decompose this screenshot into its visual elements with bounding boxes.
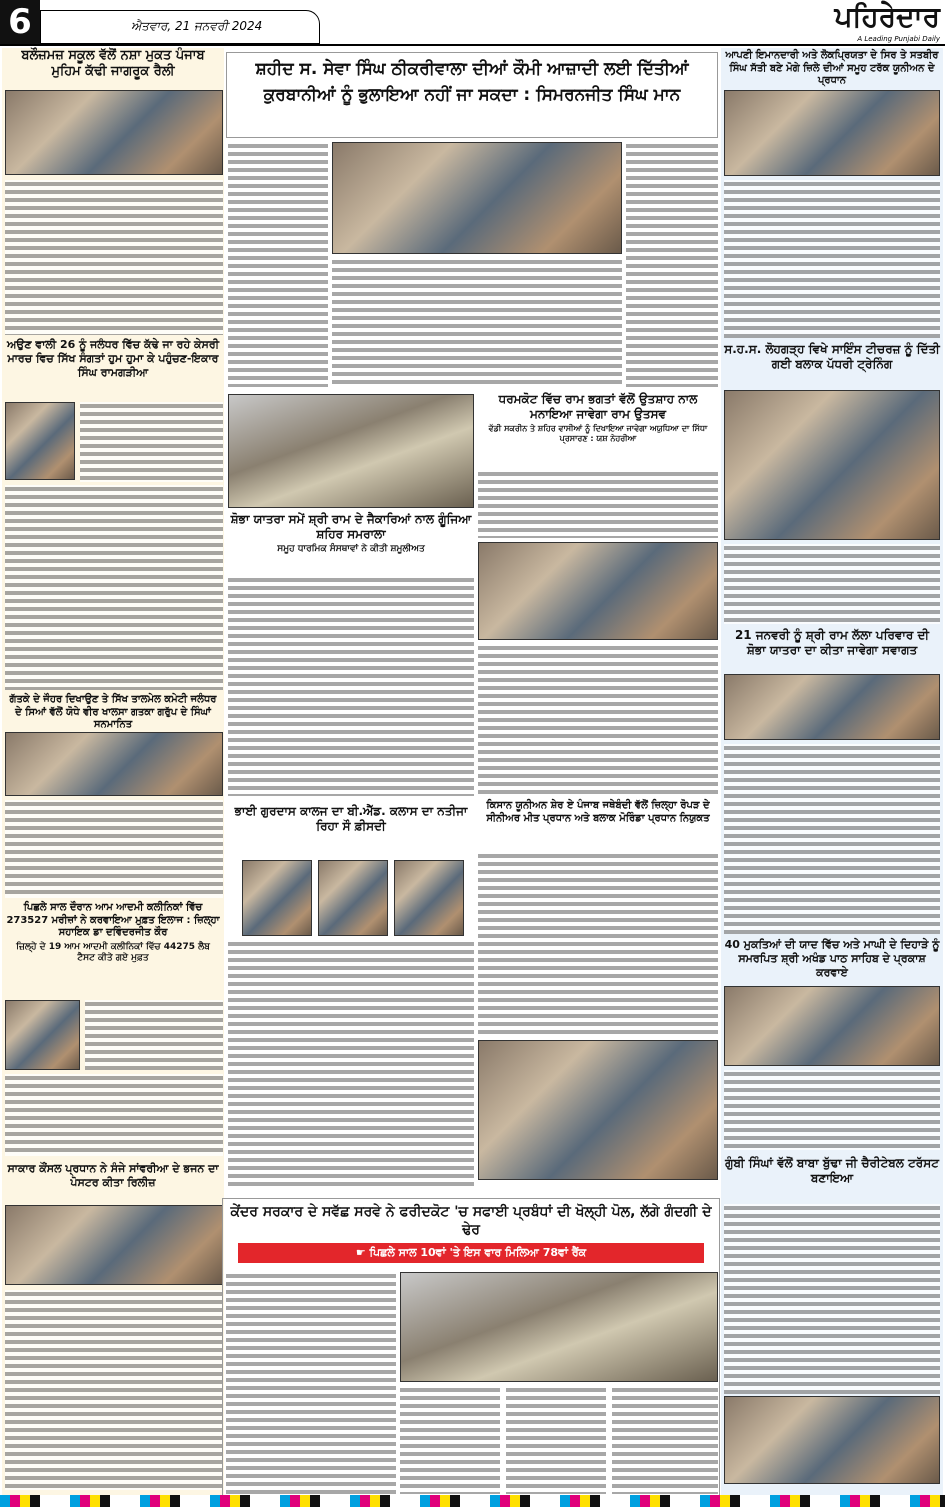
article-body bbox=[506, 1386, 606, 1494]
headline-kesri-march: ਅਉਣ ਵਾਲੀ 26 ਨੂੰ ਜਲੰਧਰ ਵਿੱਚ ਕੱਢੇ ਜਾ ਰਹੇ ਕੇਸਰੀ ਮਾਰਚ ਵਿਚ ਸਿੱਖ ਸੰਗਤਾਂ ਹੁਮ ਹੁਮਾ ਕੇ ਪਹੁੰਚਣ-ਇਕਾਰ ਸਿੰਘ ਰਾਮਗੜੀਆ bbox=[6, 338, 220, 379]
photo-procession bbox=[228, 394, 474, 508]
article-body bbox=[80, 402, 223, 482]
photo-garbage-cattle bbox=[400, 1272, 718, 1382]
headline-bhajan-poster: ਸਾਕਾਰ ਕੌਂਸਲ ਪ੍ਰਧਾਨ ਨੇ ਸੰਜੇ ਸਾਂਵਰੀਆ ਦੇ ਭਜਨ ਦਾ ਪੋਸਟਰ ਕੀਤਾ ਰਿਲੀਜ਼ bbox=[7, 1162, 219, 1189]
article-body bbox=[5, 1290, 223, 1490]
article-body bbox=[226, 1272, 396, 1494]
headline-samrala: ਸ਼ੋਭਾ ਯਾਤਰਾ ਸਮੇਂ ਸ਼੍ਰੀ ਰਾਮ ਦੇ ਜੈਕਾਰਿਆਂ ਨਾਲ ਗੂੰਜਿਆ ਸ਼ਹਿਰ ਸਮਰਾਲਾ bbox=[230, 512, 472, 541]
headline-gatka: ਗੱਤਕੇ ਦੇ ਜੌਹਰ ਦਿਖਾਉਣ ਤੇ ਸਿੱਖ ਤਾਲਮੇਲ ਕਮੇਟੀ ਜਲੰਧਰ ਦੇ ਸਿਆਂ ਵੱਲੋਂ ਯੋਧੇ ਵੀਰ ਖਾਲਸਾ ਗਤਕਾ ਗਰੁੱਪ ਦੇ ਸਿੰਘਾਂ ਸਨਮਾਨਿਤ bbox=[9, 694, 217, 730]
photo-student-3 bbox=[394, 860, 464, 936]
subheadline-samrala: ਸਮੂਹ ਧਾਰਮਿਕ ਸੰਸਥਾਵਾਂ ਨੇ ਕੀਤੀ ਸ਼ਮੂਲੀਅਤ bbox=[277, 544, 425, 554]
article-body bbox=[724, 1204, 940, 1394]
headline-bed-result: ਭਾਈ ਗੁਰਦਾਸ ਕਾਲਜ ਦਾ ਬੀ.ਐੱਡ. ਕਲਾਸ ਦਾ ਨਤੀਜਾ ਰਿਹਾ ਸੌ ਫ਼ੀਸਦੀ bbox=[234, 804, 468, 833]
bottom-banner: ☛ ਪਿਛਲੇ ਸਾਲ 10ਵਾਂ 'ਤੇ ਇਸ ਵਾਰ ਮਿਲਿਆ 78ਵਾਂ ਰੈਂਕ bbox=[238, 1243, 704, 1263]
subheadline-clinics: ਜ਼ਿਲ੍ਹੇ ਦੇ 19 ਆਮ ਆਦਮੀ ਕਲੀਨਿਕਾਂ ਵਿੱਚ 44275 ਲੈਬ ਟੈਸਟ ਕੀਤੇ ਗਏ ਮੁਫ਼ਤ bbox=[16, 941, 210, 963]
photo-dharamkot bbox=[478, 542, 718, 640]
article-body bbox=[228, 576, 474, 796]
article-body bbox=[85, 1000, 223, 1070]
article-body bbox=[724, 744, 940, 934]
article-body bbox=[724, 1070, 940, 1150]
header-rule bbox=[0, 44, 945, 46]
page-number: 6 bbox=[0, 0, 40, 44]
article-body bbox=[5, 800, 223, 898]
headline-akhand-path: 40 ਮੁਕਤਿਆਂ ਦੀ ਯਾਦ ਵਿੱਚ ਅਤੇ ਮਾਘੀ ਦੇ ਦਿਹਾੜੇ ਨੂੰ ਸਮਰਪਿਤ ਸ਼੍ਰੀ ਅਖੰਡ ਪਾਠ ਸਾਹਿਬ ਦੇ ਪ੍ਰਕਾਸ਼ ਕਰਵਾਏ bbox=[724, 938, 940, 979]
samrala-headline-group bbox=[228, 512, 474, 555]
article-body bbox=[478, 644, 718, 796]
article-body bbox=[332, 258, 622, 388]
article-body bbox=[5, 1074, 223, 1156]
article-body bbox=[228, 940, 474, 1190]
photo-student-1 bbox=[242, 860, 312, 936]
headline-dharamkot: ਧਰਮਕੋਟ ਵਿੱਚ ਰਾਮ ਭਗਤਾਂ ਵੱਲੋਂ ਉਤਸ਼ਾਹ ਨਾਲ ਮਨਾਇਆ ਜਾਵੇਗਾ ਰਾਮ ਉਤਸਵ bbox=[498, 392, 698, 421]
photo-student-2 bbox=[318, 860, 388, 936]
headline-blossoms-rally: ਬਲੌਜ਼ਮਜ਼ ਸਕੂਲ ਵੱਲੋਂ ਨਸ਼ਾ ਮੁਕਤ ਪੰਜਾਬ ਮੁਹਿਮ ਕੱਢੀ ਜਾਗਰੂਕ ਰੈਲੀ bbox=[21, 48, 205, 80]
date-strip: ਐਤਵਾਰ, 21 ਜਨਵਰੀ 2024 bbox=[40, 10, 320, 44]
article-body bbox=[724, 180, 940, 338]
photo-training bbox=[724, 390, 940, 540]
photo-kisan-union bbox=[478, 1040, 718, 1180]
bottom-headline-group bbox=[228, 1204, 714, 1263]
article-body bbox=[612, 1386, 718, 1494]
photo-trust bbox=[724, 1396, 940, 1484]
headline-kisan-union: ਕਿਸਾਨ ਯੂਨੀਅਨ ਸ਼ੇਰ ਏ ਪੰਜਾਬ ਜਥੇਬੰਦੀ ਵੱਲੋਂ ਜ਼ਿਲ੍ਹਾ ਰੋਪੜ ਦੇ ਸੀਨੀਅਰ ਮੀਤ ਪ੍ਰਧਾਨ ਅਤੇ ਬਲਾਕ ਮੋਰਿੰਡਾ ਪ੍ਰਧਾਨ ਨਿਯੁਕਤ bbox=[486, 800, 710, 824]
article-body bbox=[478, 470, 718, 538]
headline-baba-budha-trust: ਗੁੰਬੀ ਸਿੰਘਾਂ ਵੱਲੋਂ ਬਾਬਾ ਬੁੱਢਾ ਜੀ ਚੈਰੀਟੇਬਲ ਟਰੱਸਟ ਬਣਾਇਆ bbox=[725, 1156, 939, 1185]
dharamkot-headline-group bbox=[478, 392, 718, 444]
lead-headline: ਸ਼ਹੀਦ ਸ. ਸੇਵਾ ਸਿੰਘ ਠੀਕਰੀਵਾਲਾ ਦੀਆਂ ਕੌਮੀ ਆਜ਼ਾਦੀ ਲਈ ਦਿੱਤੀਆਂ ਕੁਰਬਾਨੀਆਂ ਨੂੰ ਭੁਲਾਇਆ ਨਹੀਂ ਜਾ ਸਕਦਾ : ਸਿਮਰਨਜੀਤ ਸਿੰਘ ਮਾਨ bbox=[255, 59, 689, 106]
article-body bbox=[478, 852, 718, 1036]
photo-portrait bbox=[5, 402, 75, 480]
photo-rally bbox=[5, 90, 223, 175]
registration-strip bbox=[0, 1495, 945, 1507]
headline-clinics: ਪਿਛਲੇ ਸਾਲ ਦੌਰਾਨ ਆਮ ਆਦਮੀ ਕਲੀਨਿਕਾਂ ਵਿੱਚ 273527 ਮਰੀਜ਼ਾਂ ਨੇ ਕਰਵਾਇਆ ਮੁਫ਼ਤ ਇਲਾਜ : ਜ਼ਿਲ੍ਹਾ ਸਹਾਇਕ ਡਾ ਦਵਿੰਦਰਜੀਤ ਕੌਰ bbox=[6, 902, 220, 938]
article-body bbox=[5, 180, 223, 335]
photo-gatka bbox=[5, 732, 223, 796]
article-body bbox=[228, 142, 328, 387]
subheadline-dharamkot: ਵੱਡੀ ਸਕਰੀਨ ਤੇ ਸ਼ਹਿਰ ਵਾਸੀਆਂ ਨੂੰ ਦਿਖਾਇਆ ਜਾਵੇਗਾ ਅਯੁਧਿਆ ਦਾ ਸਿੱਧਾ ਪ੍ਰਸਾਰਣ : ਯਸ਼ ਨੇਹਰੀਆ bbox=[488, 424, 708, 443]
headline-ram-lalla: 21 ਜਨਵਰੀ ਨੂੰ ਸ਼੍ਰੀ ਰਾਮ ਲੱਲਾ ਪਰਿਵਾਰ ਦੀ ਸ਼ੋਭਾ ਯਾਤਰਾ ਦਾ ਕੀਤਾ ਜਾਵੇਗਾ ਸਵਾਗਤ bbox=[734, 628, 930, 657]
article-body bbox=[724, 544, 940, 624]
headline-truck-union: ਆਪਣੀ ਇਮਾਨਦਾਰੀ ਅਤੇ ਲੋਕਪ੍ਰਿਯਤਾ ਦੇ ਸਿਰ ਤੇ ਸਤਬੀਰ ਸਿੰਘ ਸੱਤੀ ਬਣੇ ਮੋਗੇ ਜ਼ਿਲੇ ਦੀਆਂ ਸਮੂਹ ਟਰੱਕ ਯੂਨੀਅਨ ਦੇ ਪ੍ਰਧਾਨ bbox=[725, 50, 939, 86]
clinics-headline-group bbox=[6, 902, 220, 964]
photo-temple bbox=[724, 674, 940, 740]
headline-science-training: ਸ.ਹ.ਸ. ਲੋਹਗੜ੍ਹ ਵਿਖੇ ਸਾਇੰਸ ਟੀਚਰਜ਼ ਨੂੰ ਦਿੱਤੀ ਗਈ ਬਲਾਕ ਪੱਧਰੀ ਟ੍ਰੇਨਿੰਗ bbox=[724, 342, 940, 371]
photo-truck-union bbox=[724, 90, 940, 176]
photo-mann-stage bbox=[332, 142, 622, 254]
photo-poster-release bbox=[5, 1205, 223, 1285]
article-body bbox=[400, 1386, 500, 1494]
tagline: A Leading Punjabi Daily bbox=[857, 35, 940, 43]
photo-doctor bbox=[5, 1000, 80, 1070]
masthead: ਪਹਿਰੇਦਾਰ bbox=[834, 0, 940, 33]
article-body bbox=[5, 485, 223, 690]
photo-akhand-path bbox=[724, 986, 940, 1066]
bottom-headline: ਕੇਂਦਰ ਸਰਕਾਰ ਦੇ ਸਵੱਛ ਸਰਵੇ ਨੇ ਫਰੀਦਕੋਟ 'ਚ ਸਫਾਈ ਪ੍ਰਬੰਧਾਂ ਦੀ ਖੋਲ੍ਹੀ ਪੋਲ, ਲੱਗੇ ਗੰਦਗੀ ਦੇ ਢੇਰ bbox=[230, 1204, 712, 1238]
article-body bbox=[626, 142, 718, 387]
